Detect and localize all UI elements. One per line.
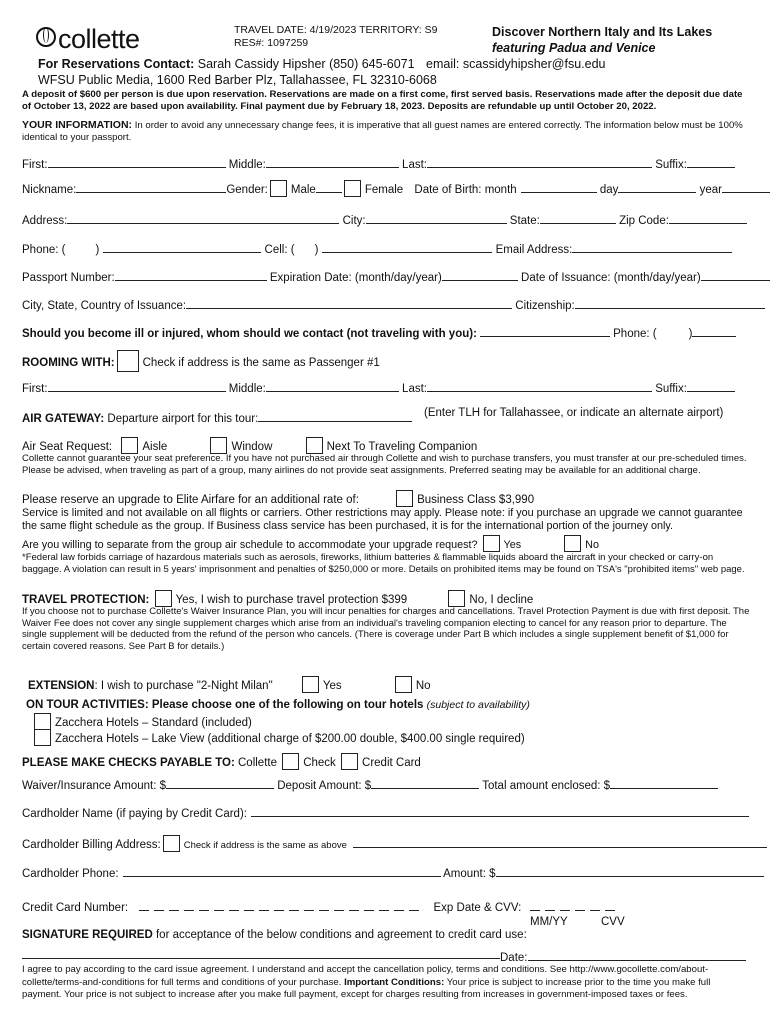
- suffix-field[interactable]: [687, 156, 735, 168]
- aisle-checkbox[interactable]: [121, 437, 138, 454]
- hazard-note: *Federal law forbids carriage of hazardous materials such as aerosols, fireworks, lithium batteries & flammable liquids aboard the aircraft in your checked or carry-on baggage. A violation can result in 5 years' imprisonment and penalties of $250,000 or more. Details on prohibited items may be found on TSA's "prohibited items" web page.: [22, 552, 745, 575]
- deposit-terms: A deposit of $600 per person is due upon reservation. Reservations are made on a first come, first served basis. Reservations made after the deposit due date of October 13, 2022 are based upon availability. Final payment due by February 18, 2023. Deposits are refundable up until October 20, 2022.: [22, 89, 743, 112]
- protection-note: If you choose not to purchase Collette's Waiver Insurance Plan, you will incur penalties for charges and cancellations. Travel Protection Payment is due with first deposit. The Waiver Fee does not cover any single supplement charges which arise from an individual's traveling companion electing to cancel for any reason prior to departure. The single supplement will be deducted from the refund of the person who cancels. (There is coverage under Part B which includes a single supplement benefit of $1,000 for certain covered reasons. See Part B for details.): [22, 606, 750, 652]
- waiver-amount-field[interactable]: [166, 777, 274, 789]
- extension-row: EXTENSION: I wish to purchase "2-Night Milan" Yes No: [28, 676, 431, 693]
- air-gateway-note: (Enter TLH for Tallahassee, or indicate an alternate airport): [424, 407, 724, 419]
- passport-row: Passport Number: Expiration Date: (month/day/year) Date of Issuance: (month/day/year): [22, 269, 770, 284]
- deposit-amount-field[interactable]: [371, 777, 479, 789]
- phone-field[interactable]: [103, 241, 261, 253]
- reservation-number: RES#: 1097259: [234, 37, 309, 49]
- exp-cvv-field[interactable]: [530, 902, 620, 914]
- first-name-field[interactable]: [48, 156, 226, 168]
- mmyy-label: MM/YY: [530, 916, 568, 928]
- state-field[interactable]: [540, 212, 616, 224]
- citizenship-field[interactable]: [575, 297, 765, 309]
- billing-address-row: Cardholder Billing Address: Check if address is the same as above: [22, 835, 767, 852]
- nickname-field[interactable]: [76, 181, 226, 193]
- billing-address-field[interactable]: [353, 836, 767, 848]
- issuance-location-field[interactable]: [186, 297, 512, 309]
- collette-logo: [36, 24, 140, 55]
- check-payment-checkbox[interactable]: [282, 753, 299, 770]
- card-number-field[interactable]: [139, 902, 427, 914]
- air-seat-row: Air Seat Request: Aisle Window Next To Traveling Companion: [22, 437, 477, 454]
- rooming-same-address-checkbox[interactable]: [117, 350, 139, 372]
- activities-heading: ON TOUR ACTIVITIES: Please choose one of the following on tour hotels (subject to availability): [26, 699, 530, 711]
- window-checkbox[interactable]: [210, 437, 227, 454]
- dob-day-field[interactable]: [618, 181, 696, 193]
- separate-yes-checkbox[interactable]: [483, 535, 500, 552]
- business-class-checkbox[interactable]: [396, 490, 413, 507]
- passenger1-name-row: First: Middle: Last: Suffix:: [22, 156, 735, 171]
- separate-no-checkbox[interactable]: [564, 535, 581, 552]
- reservations-label: For Reservations Contact:: [38, 57, 195, 71]
- your-information-label: YOUR INFORMATION:: [22, 119, 133, 131]
- agreement-text: I agree to pay according to the card issue agreement. I understand and accept the cancellation policy, terms and conditions. See http://www.gocollette.com/about-collette/terms-and-conditions for full terms and conditions of your purchase. Important Conditions: Your price is subject to increase prior to the time you make full payment. Your price is not subject to increase after you make full payment, except for charges resulting from increases in government-imposed taxes or fees.: [22, 964, 711, 1000]
- rooming-row: ROOMING WITH: Check if address is the same as Passenger #1: [22, 350, 380, 372]
- cardholder-phone-row: Cardholder Phone: Amount: $: [22, 865, 764, 880]
- travel-date-line: TRAVEL DATE: 4/19/2023 TERRITORY: S9: [234, 24, 438, 36]
- cardholder-phone-field[interactable]: [123, 865, 441, 877]
- upgrade-row: Please reserve an upgrade to Elite Airfare for an additional rate of: Business Class $3,990: [22, 490, 534, 507]
- standard-hotel-checkbox[interactable]: [34, 713, 51, 730]
- cardholder-name-row: Cardholder Name (if paying by Credit Card):: [22, 805, 749, 820]
- male-checkbox[interactable]: [270, 180, 287, 197]
- dob-year-field[interactable]: [722, 181, 770, 193]
- protection-no-checkbox[interactable]: [448, 590, 465, 607]
- zip-field[interactable]: [669, 212, 747, 224]
- globe-icon: [36, 27, 56, 47]
- extension-yes-checkbox[interactable]: [302, 676, 319, 693]
- last-name-field[interactable]: [427, 156, 652, 168]
- rooming-first-name-field[interactable]: [48, 380, 226, 392]
- address-field[interactable]: [67, 212, 339, 224]
- address-row: Address: City: State: Zip Code:: [22, 212, 747, 227]
- middle-name-field[interactable]: [266, 156, 399, 168]
- activity-option-standard: Zacchera Hotels – Standard (included): [32, 713, 252, 730]
- air-gateway-row: AIR GATEWAY: Departure airport for this tour:: [22, 410, 412, 425]
- seat-note: Collette cannot guarantee your seat preference. If you have not purchased air through Collette and wish to purchase transfers, you must transfer at our pre-scheduled times. Please be advised, when traveling as part of a group, many airlines do not provide seat assignments. Preferred seating may be available for an additional charge.: [22, 453, 747, 476]
- rooming-suffix-field[interactable]: [687, 380, 735, 392]
- rooming-last-name-field[interactable]: [427, 380, 652, 392]
- amounts-row: Waiver/Insurance Amount: $ Deposit Amount: $ Total amount enclosed: $: [22, 777, 718, 792]
- tour-subtitle: featuring Padua and Venice: [492, 41, 656, 55]
- total-amount-field[interactable]: [610, 777, 718, 789]
- passenger2-name-row: First: Middle: Last: Suffix:: [22, 380, 735, 395]
- email-field[interactable]: [572, 241, 732, 253]
- phone-row: Phone: ( ) Cell: ( ) Email Address:: [22, 241, 732, 256]
- companion-checkbox[interactable]: [306, 437, 323, 454]
- passport-expiration-field[interactable]: [442, 269, 518, 281]
- separate-question-row: Are you willing to separate from the group air schedule to accommodate your upgrade request? Yes No: [22, 535, 599, 552]
- city-field[interactable]: [366, 212, 507, 224]
- signature-date-field[interactable]: [528, 949, 746, 961]
- reservations-address: WFSU Public Media, 1600 Red Barber Plz, Tallahassee, FL 32310-6068: [38, 73, 437, 87]
- payable-to-row: PLEASE MAKE CHECKS PAYABLE TO: Collette Check Credit Card: [22, 753, 421, 770]
- travel-protection-row: TRAVEL PROTECTION: Yes, I wish to purchase travel protection $399 No, I decline: [22, 590, 533, 607]
- date-row: Date:: [500, 949, 746, 964]
- departure-airport-field[interactable]: [258, 410, 412, 422]
- protection-yes-checkbox[interactable]: [155, 590, 172, 607]
- billing-same-checkbox[interactable]: [163, 835, 180, 852]
- tour-title: Discover Northern Italy and Its Lakes: [492, 25, 713, 39]
- cardholder-name-field[interactable]: [251, 805, 749, 817]
- reservations-email[interactable]: email: scassidyhipsher@fsu.edu: [426, 57, 606, 71]
- your-information-text: In order to avoid any unnecessary change fees, it is imperative that all guest names are entered correctly. The information below must be 100% identical to your passport.: [22, 120, 743, 143]
- dob-month-field[interactable]: [521, 181, 597, 193]
- emergency-contact-row: Should you become ill or injured, whom should we contact (not traveling with you): Phone: ( ): [22, 325, 736, 340]
- cell-field[interactable]: [322, 241, 492, 253]
- passport-number-field[interactable]: [115, 269, 267, 281]
- cvv-label: CVV: [601, 916, 625, 928]
- activity-option-lake-view: Zacchera Hotels – Lake View (additional charge of $200.00 double, $400.00 single required): [32, 729, 525, 746]
- lake-view-hotel-checkbox[interactable]: [34, 729, 51, 746]
- signature-row: SIGNATURE REQUIRED for acceptance of the below conditions and agreement to credit card use:: [22, 929, 527, 941]
- upgrade-note: Service is limited and not available on all flights or carriers. Other restrictions may apply. Please note: if you purchase an upgrade we cannot guarantee the same flight schedule as the group. If Business class service has been purchased, it is for the international portion of the journey only.: [22, 507, 743, 532]
- reservations-contact: Sarah Cassidy Hipsher (850) 645-6071: [197, 57, 415, 71]
- signature-line[interactable]: [22, 958, 500, 959]
- female-checkbox[interactable]: [344, 180, 361, 197]
- passport-issuance-field[interactable]: [701, 269, 770, 281]
- payment-amount-field[interactable]: [496, 865, 764, 877]
- extension-no-checkbox[interactable]: [395, 676, 412, 693]
- emergency-phone-field[interactable]: [692, 325, 736, 337]
- emergency-contact-field[interactable]: [480, 325, 610, 337]
- card-number-row: Credit Card Number: Exp Date & CVV:: [22, 902, 620, 914]
- issuance-row: City, State, Country of Issuance: Citizenship:: [22, 297, 765, 312]
- your-information-notice: [22, 119, 750, 144]
- credit-card-payment-checkbox[interactable]: [341, 753, 358, 770]
- rooming-middle-name-field[interactable]: [266, 380, 399, 392]
- logo-text: collette: [58, 24, 140, 54]
- nickname-gender-row: Nickname: Gender: Male Female Date of Birth: month day year: [22, 180, 770, 197]
